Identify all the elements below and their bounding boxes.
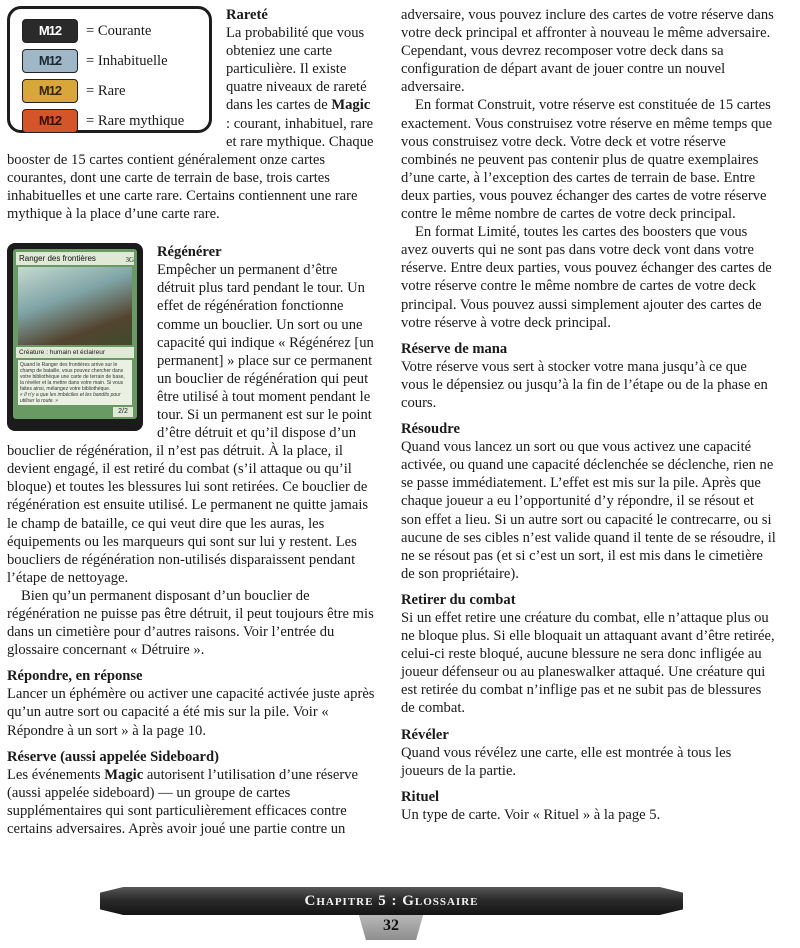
heading-repondre: Répondre, en réponse (7, 668, 143, 685)
text-reserve-cont-2: En format Construit, votre réserve est constituée de 15 cartes exactement. Vous construisez votre réserve en même temps que vous construisez votre deck. Votre deck et votre réserve combinés ne peuvent pas contenir plus de quatre exemplaires d’une carte, à l’exception des cartes de terrain de base. Entre deux parties, vous pouvez échanger des cartes de votre réserve contre le même nombre de cartes de votre deck principal. (401, 97, 773, 223)
heading-resoudre: Résoudre (401, 421, 460, 438)
page-number: 32 (383, 917, 399, 934)
m12-mythic-icon: M12 (22, 109, 78, 133)
m12-rare-icon: M12 (22, 79, 78, 103)
rarity-label-uncommon: = Inhabituelle (86, 52, 168, 69)
chapter-title: Chapitre 5 : Glossaire (304, 893, 479, 909)
heading-rituel: Rituel (401, 788, 440, 805)
heading-retirer: Retirer du combat (401, 591, 516, 608)
m12-common-icon: M12 (22, 19, 78, 43)
rarity-label-rare: = Rare (86, 82, 126, 99)
rarity-label-common: = Courante (86, 22, 152, 39)
heading-reserve-mana: Réserve de mana (401, 340, 508, 357)
card-rules-text: Quand le Ranger des frontières arrive sur le champ de bataille, vous pouvez chercher dans votre bibliothèque une carte de terrain de base, la révéler et la mettre dans votre main. Si vous faites ainsi, mélangez votre bibliothèque. « Il n’y a que les imbéciles et les bandits pour utiliser la route. » (18, 360, 132, 405)
heading-reveler: Révéler (401, 726, 449, 743)
card-image-ranger (7, 243, 143, 431)
rarity-legend (7, 6, 212, 133)
text-reserve-mana: Votre réserve vous sert à stocker votre mana jusqu’à ce que vous le dépensiez ou jusqu’à la fin de l’étape ou de la phase en cours. (401, 358, 768, 411)
text-regenerer-2: Bien qu’un permanent disposant d’un bouclier de régénération ne puisse pas être détruit, il peut toujours être mis dans un cimetière pour d’autres raisons. Voir l’entrée du glossaire concernant « Détruire ». (7, 587, 374, 659)
heading-rarete: Rareté (226, 7, 268, 23)
text-reserve-cont-1: adversaire, vous pouvez inclure des cartes de votre réserve dans votre deck principal et affronter à nouveau le même adversaire. Cependant, vous devrez recomposer votre deck dans sa configuration de départ avant de jouer contre un nouvel adversaire. (401, 7, 774, 96)
text-regenerer-1: Empêcher un permanent d’être détruit plus tard pendant le tour. Un effet de régénération fonctionne comme un bouclier. Un sort ou une capacité qui indique « Régénérez [un permanent] » place sur ce permanent un bouclier de régénération qui peut être utilisé à tout moment pendant le tour. Si un permanent est sur le point d’être détruit et qu’il dispose d’un bouclier de régénération, il n’est pas détruit. À la place, il devient engagé, il est retiré du combat (s’il attaque ou qu’il bloque) et toutes les blessures lui sont retirées. Ce bouclier de régénération est ensuite utilisé. Le permanent ne quitte jamais le champ de bataille, ce qui veut dire que les auras, les équipements ou les marqueurs qui sont sur lui y restent. Les boucliers de régénération non-utilisés disparaissent pendant l’étape de nettoyage. (7, 262, 374, 586)
rarity-label-mythic: = Rare mythique (86, 112, 185, 129)
rarity-row-common (22, 19, 151, 43)
text-resoudre: Quand vous lancez un sort ou que vous activez une capacité activée, ou quand une capacité déclenchée se déclenche, rien ne se passe immédiatement. L’effet est mis sur la pile. Après que chaque joueur a eu l’opportunité d’y répondre, il se résout et son effet a lieu. Si un autre sort ou capacité le contrecarre, ou si aucune de ses cibles n’est valide quand il tente de se résoudre, il ne se résout pas (et si c’est un sort, il est mis dans le cimetière de son propriétaire). (401, 439, 776, 582)
rarity-row-mythic (22, 109, 184, 133)
rarity-row-rare (22, 79, 125, 103)
heading-regenerer: Régénérer (157, 244, 222, 261)
card-name: Ranger des frontières (16, 252, 134, 265)
card-power-toughness: 2/2 (113, 407, 133, 417)
m12-uncommon-icon: M12 (22, 49, 78, 73)
text-reserve-cont-3: En format Limité, toutes les cartes des boosters que vous avez ouverts qui ne sont pas dans votre deck vont dans votre réserve. Entre deux parties, vous pouvez échanger des cartes de votre réserve contre le même nombre de cartes de votre deck principal. Vous pouvez aussi simplement ajouter des cartes de votre réserve à votre deck principal. (401, 224, 772, 331)
text-retirer: Si un effet retire une créature du combat, elle n’attaque plus ou ne bloque plus. Si elle bloquait un attaquant avant d’être retirée, celui-ci reste bloqué, aucune blessure ne sera donc infligée au joueur défenseur ou au planeswalker attaqué. Une créature qui est retirée du combat n’inflige pas et ne subit pas de blessures de combat. (401, 610, 775, 717)
text-rituel: Un type de carte. Voir « Rituel » à la page 5. (401, 806, 661, 823)
rarity-row-uncommon (22, 49, 168, 73)
text-repondre: Lancer un éphémère ou activer une capacité activée juste après qu’un autre sort ou capacité a été mis sur la pile. Voir « Répondre à un sort » à la page 10. (7, 686, 375, 739)
card-type-line: Créature : humain et éclaireur (16, 347, 134, 358)
text-reveler: Quand vous révélez une carte, elle est montrée à tous les joueurs de la partie. (401, 744, 732, 779)
text-reserve: Les événements Magic autorisent l’utilisation d’une réserve (aussi appelée sideboard) — un groupe de cartes supplémentaires qui sont particulièrement efficaces contre certains adversaires. Après avoir joué une partie contre un (7, 766, 358, 838)
text-rarete: La probabilité que vous obteniez une carte particulière. Il existe quatre niveaux de rareté dans les cartes de Magic : courant, inhabituel, rare et rare mythique. Chaque booster de 15 cartes contient généralement onze cartes courantes, dont une carte de terrain de base, trois cartes inhabituelles et une carte rare. Certains contiennent une rare mythique à la place d’une carte rare. (7, 25, 374, 223)
heading-reserve: Réserve (aussi appelée Sideboard) (7, 748, 220, 765)
left-column (7, 6, 377, 838)
card-artwork (18, 267, 132, 345)
card-mana-cost: 3G (125, 256, 134, 265)
right-column (401, 6, 777, 824)
